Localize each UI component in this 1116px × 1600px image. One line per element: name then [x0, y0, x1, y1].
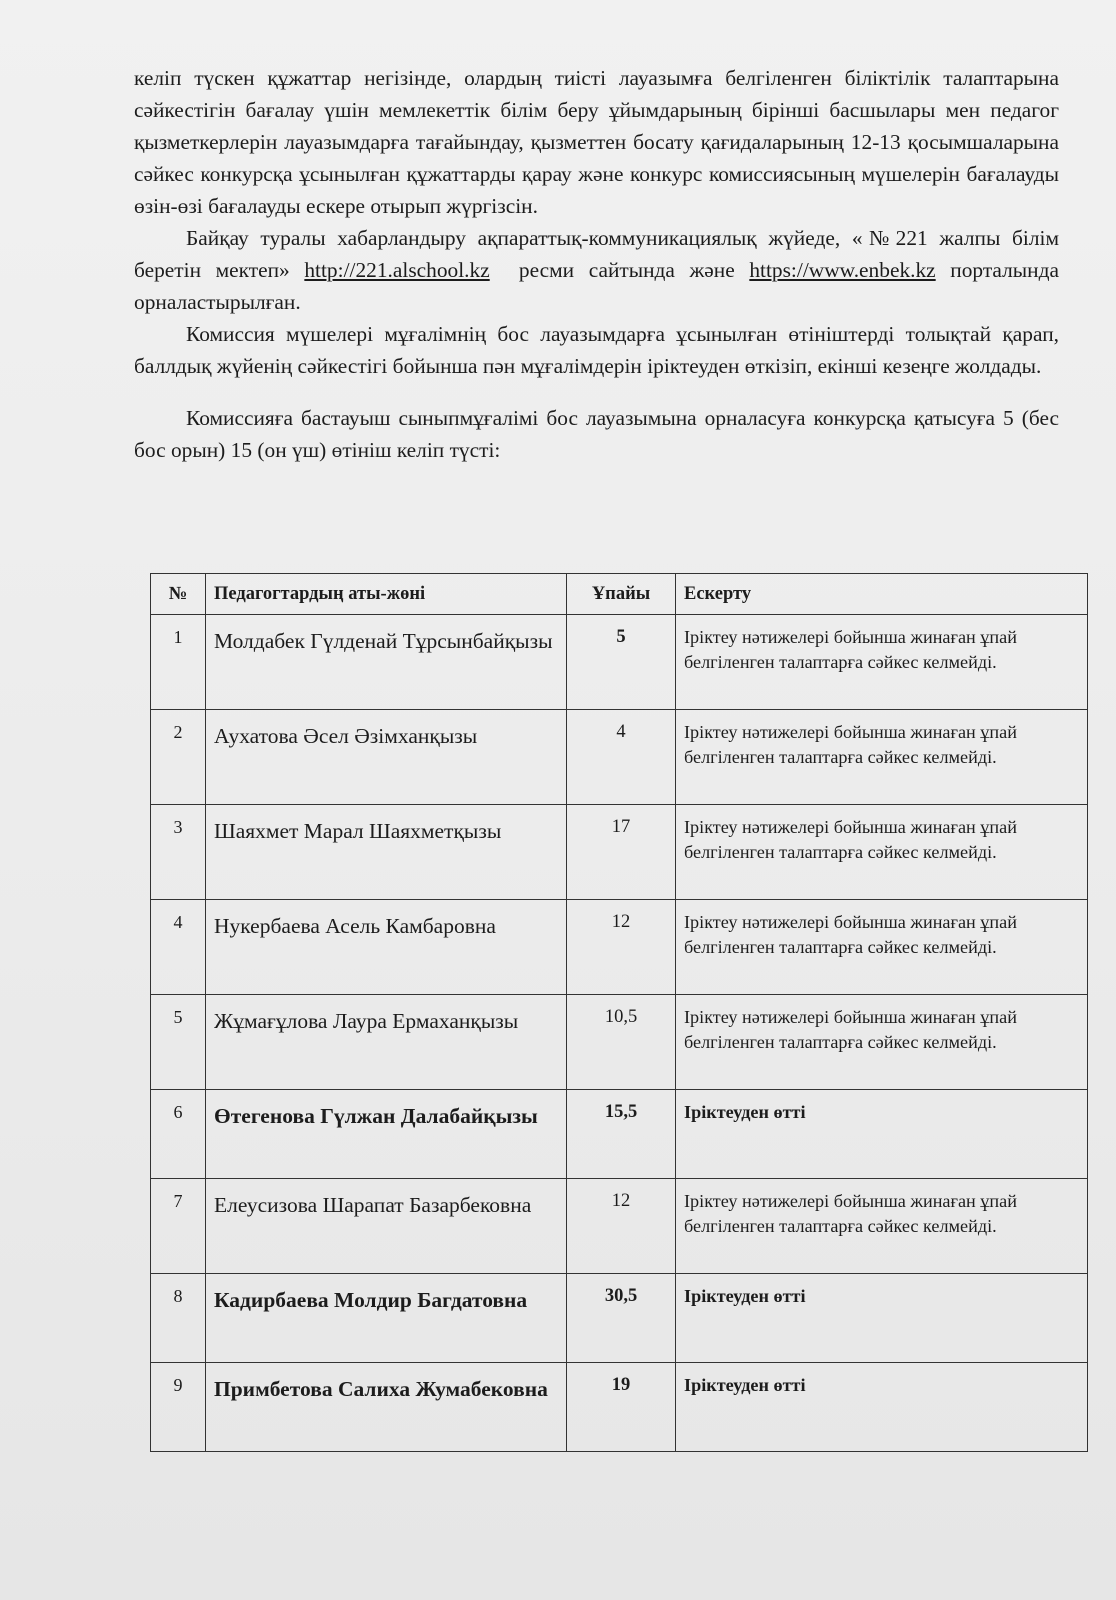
row-number: 5 — [151, 995, 206, 1090]
row-name: Нукербаева Асель Камбаровна — [206, 900, 567, 995]
table-row-passed — [151, 1363, 1088, 1452]
row-number: 1 — [151, 615, 206, 710]
row-name: Молдабек Гүлденай Тұрсынбайқызы — [206, 615, 567, 710]
row-number: 2 — [151, 710, 206, 805]
row-name: Аухатова Әсел Әзімханқызы — [206, 710, 567, 805]
row-score: 4 — [567, 710, 676, 805]
row-number: 7 — [151, 1179, 206, 1274]
row-score: 12 — [567, 1179, 676, 1274]
table-row — [151, 995, 1088, 1090]
row-number: 6 — [151, 1090, 206, 1179]
row-score: 15,5 — [567, 1090, 676, 1179]
row-name: Елеусизова Шарапат Базарбековна — [206, 1179, 567, 1274]
paragraph-commission-review: Комиссия мүшелері мұғалімнің бос лауазымдарға ұсынылған өтініштерді толықтай қарап, баллдық жүйенің сәйкестігі бойынша пән мұғалімдерін іріктеуден өткізіп, екінші кезеңге жолдады. — [134, 322, 1059, 378]
row-name: Шаяхмет Марал Шаяхметқызы — [206, 805, 567, 900]
table-row — [151, 900, 1088, 995]
row-number: 3 — [151, 805, 206, 900]
row-note: Іріктеуден өтті — [676, 1090, 1088, 1179]
row-number: 4 — [151, 900, 206, 995]
row-note: Іріктеу нәтижелері бойынша жинаған ұпай белгіленген талаптарға сәйкес келмейді. — [676, 995, 1088, 1090]
table-header-row — [151, 574, 1088, 615]
row-score: 19 — [567, 1363, 676, 1452]
header-name: Педагогтардың аты-жөні — [206, 574, 567, 615]
document-body — [134, 62, 1059, 466]
announcement-text-start: Байқау туралы хабарландыру ақпараттық-коммуникациялық жүйеде, «№221 жалпы білім беретін мектеп» — [134, 226, 1059, 282]
enbek-portal-link[interactable]: https://www.enbek.kz — [749, 258, 936, 282]
row-score: 30,5 — [567, 1274, 676, 1363]
header-score: Ұпайы — [567, 574, 676, 615]
candidates-table — [150, 573, 1088, 1452]
paragraph-announcement — [134, 222, 1059, 318]
row-note: Іріктеу нәтижелері бойынша жинаған ұпай белгіленген талаптарға сәйкес келмейді. — [676, 615, 1088, 710]
header-note: Ескерту — [676, 574, 1088, 615]
row-note: Іріктеу нәтижелері бойынша жинаған ұпай белгіленген талаптарға сәйкес келмейді. — [676, 805, 1088, 900]
table-row-passed — [151, 1274, 1088, 1363]
table-row — [151, 805, 1088, 900]
row-note: Іріктеуден өтті — [676, 1274, 1088, 1363]
table-row-passed — [151, 1090, 1088, 1179]
school-site-link[interactable]: http://221.alschool.kz — [304, 258, 490, 282]
table-row — [151, 710, 1088, 805]
row-score: 5 — [567, 615, 676, 710]
announcement-text-end: порталында орналастырылған. — [134, 258, 1059, 314]
row-score: 12 — [567, 900, 676, 995]
row-name: Примбетова Салиха Жумабековна — [206, 1363, 567, 1452]
row-note: Іріктеу нәтижелері бойынша жинаған ұпай белгіленген талаптарға сәйкес келмейді. — [676, 900, 1088, 995]
paragraph-evaluation: келіп түскен құжаттар негізінде, олардың тиісті лауазымға белгіленген біліктілік талаптарына сәйкестігін бағалау үшін мемлекеттік білім беру ұйымдарының бірінші басшылары мен педагог қызметкерлерін лауазымдарға тағайындау, қызметтен босату қағидаларының 12-13 қосымшаларына сәйкес конкурсқа ұсынылған құжаттарды қарау және конкурс комиссиясының мүшелерін бағалауды өзін-өзі бағалауды ескере отырып жүргізсін. — [134, 66, 1059, 218]
row-score: 17 — [567, 805, 676, 900]
row-name: Жұмағұлова Лаура Ермаханқызы — [206, 995, 567, 1090]
table-row — [151, 615, 1088, 710]
row-number: 9 — [151, 1363, 206, 1452]
row-note: Іріктеуден өтті — [676, 1363, 1088, 1452]
row-name: Кадирбаева Молдир Багдатовна — [206, 1274, 567, 1363]
table-row — [151, 1179, 1088, 1274]
row-number: 8 — [151, 1274, 206, 1363]
row-name: Өтегенова Гүлжан Далабайқызы — [206, 1090, 567, 1179]
paragraph-applications-count: Комиссияға бастауыш сыныпмұғалімі бос лауазымына орналасуға конкурсқа қатысуға 5 (бес бос орын) 15 (он үш) өтініш келіп түсті: — [134, 406, 1059, 462]
header-number: № — [151, 574, 206, 615]
row-note: Іріктеу нәтижелері бойынша жинаған ұпай белгіленген талаптарға сәйкес келмейді. — [676, 1179, 1088, 1274]
row-score: 10,5 — [567, 995, 676, 1090]
announcement-text-middle: ресми сайтында және — [489, 258, 750, 282]
row-note: Іріктеу нәтижелері бойынша жинаған ұпай белгіленген талаптарға сәйкес келмейді. — [676, 710, 1088, 805]
